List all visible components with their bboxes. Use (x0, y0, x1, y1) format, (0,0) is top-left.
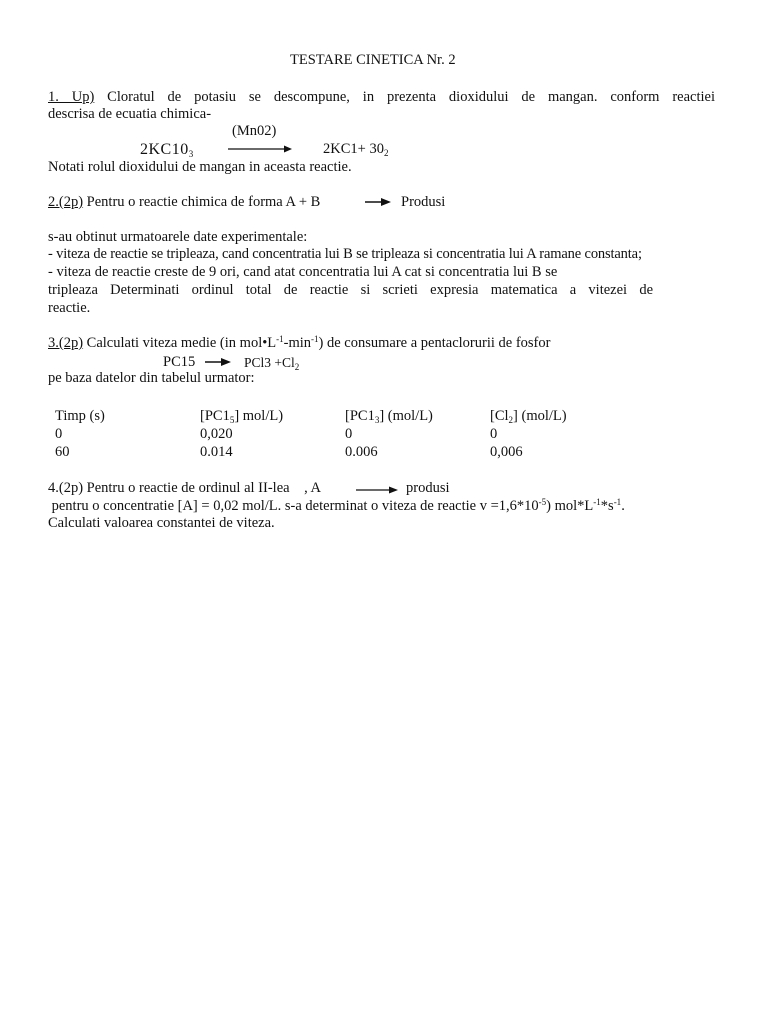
q2-number: 2.(2p) (48, 194, 84, 210)
q1-line2: descrisa de ecuatia chimica- (48, 106, 212, 122)
q4-products: produsi (406, 480, 450, 496)
q2-line3: - viteza de reactie creste de 9 ori, cand atat concentratia lui A cat si concentratia lui B se (48, 264, 558, 280)
page-title: TESTARE CINETICA Nr. 2 (290, 52, 456, 68)
q2-intro: 2.(2p) Pentru o reactie chimica de forma A + B (48, 194, 321, 210)
q1-line1: 1. Up) Cloratul de potasiu se descompune, in prezenta dioxidului de mangan. conform reactiei (48, 89, 715, 105)
q2-line5: reactie. (48, 300, 91, 316)
table-header-pcl3: $[PC1_3]$ (mol/L) (345, 408, 433, 425)
table-header-time: Timp (s) (55, 408, 105, 424)
q2-line2: - viteza de reactie se tripleaza, cand concentratia lui B se tripleaza si concentratia lui A ramane constanta; (48, 246, 642, 262)
q3-line1: 3.(2p) Calculati viteza medie (in $mol•L^{-1}-\min^{-1}$) de consumare a pentaclorurii de fosfor (48, 334, 551, 351)
q1-product: $2KC1+ 30_2$ (323, 141, 389, 158)
q1-catalyst: (Mn02) (232, 123, 277, 139)
q4-line1: 4.(2p) Pentru o reactie de ordinul al II-lea , A (48, 480, 321, 496)
table-cell: 0 (55, 426, 63, 442)
q4-line2: pentru o concentratie [A] = 0,02 mol/L. s-a determinat o viteza de reactie $v =1,6*10^{-5}$) $mol*L^{-1}*s^{-1}$. (48, 497, 625, 514)
q1-reaction-arrow-icon (228, 144, 292, 154)
table-cell: 0,006 (490, 444, 523, 460)
q2-reaction-arrow-icon (365, 197, 391, 207)
q4-line3: Calculati valoarea constantei de viteza. (48, 515, 275, 531)
table-cell: 0,020 (200, 426, 233, 442)
table-cell: 60 (55, 444, 70, 460)
q3-product: $PCl3 +Cl_2$ (244, 355, 300, 372)
q2-line4: tripleaza Determinati ordinul total de reactie si scrieti expresia matematica a vitezei de (48, 282, 653, 298)
q4-reaction-arrow-icon (356, 485, 398, 495)
table-header-cl2: $[Cl_2]$ (mol/L) (490, 408, 567, 425)
table-cell: 0 (490, 426, 498, 442)
table-header-pcl5: $[PC1_5]$ mol/L) (200, 408, 284, 425)
q1-question: Notati rolul dioxidului de mangan in aceasta reactie. (48, 159, 352, 175)
q3-line2: pe baza datelor din tabelul urmator: (48, 370, 255, 386)
q1-number: 1. Up) (48, 89, 95, 105)
table-cell: 0.006 (345, 444, 378, 460)
q3-reactant: PC15 (163, 354, 196, 370)
q2-line1: s-au obtinut urmatoarele date experimentale: (48, 229, 308, 245)
q1-reactant: $2KC10_3$ (140, 141, 194, 159)
table-cell: 0 (345, 426, 353, 442)
q3-reaction-arrow-icon (205, 357, 231, 367)
q2-products: Produsi (401, 194, 446, 210)
q3-number: 3.(2p) (48, 335, 84, 351)
table-cell: 0.014 (200, 444, 233, 460)
